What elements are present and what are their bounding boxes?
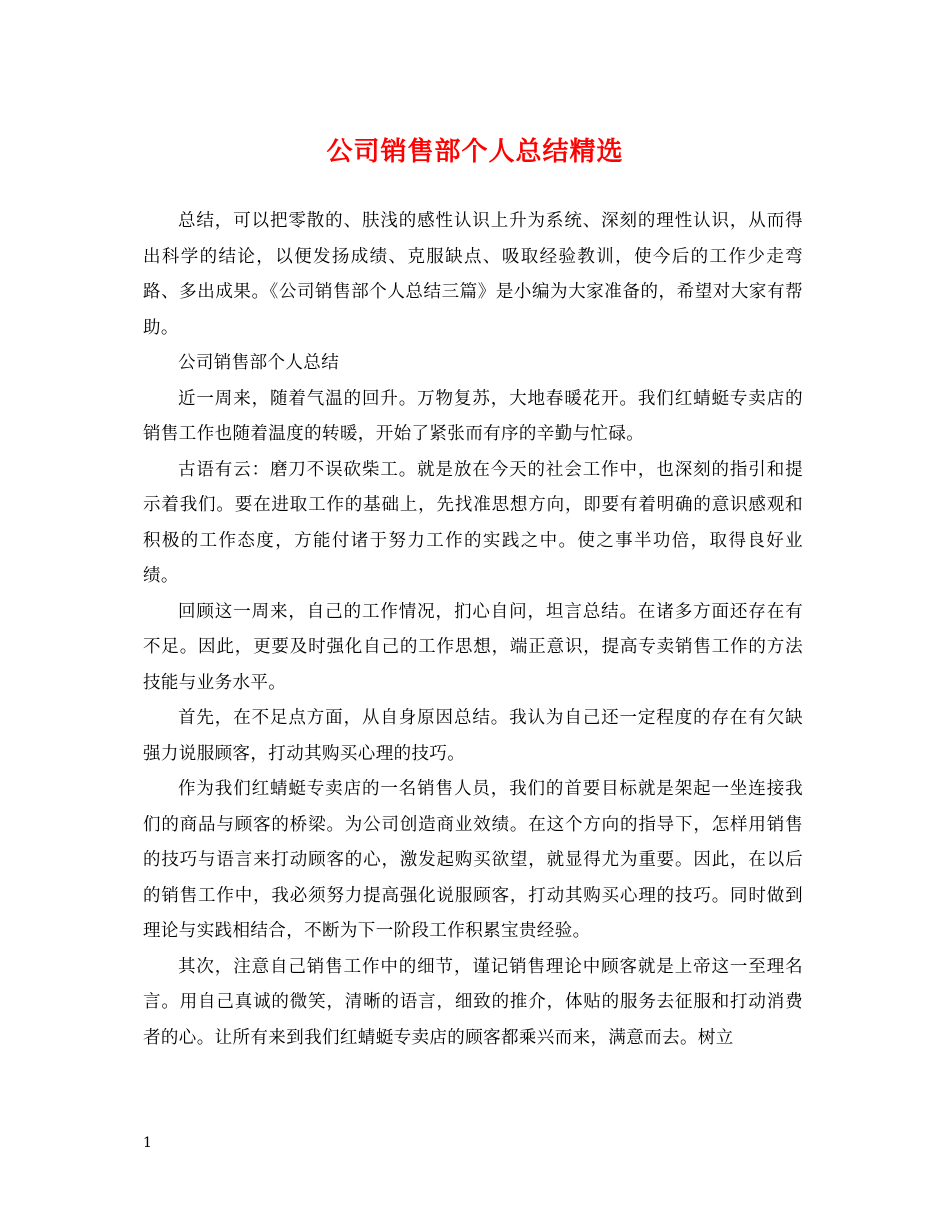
document-title: 公司销售部个人总结精选 bbox=[326, 137, 624, 167]
paragraph: 古语有云：磨刀不误砍柴工。就是放在今天的社会工作中，也深刻的指引和提示着我们。要在进取工作的基础上，先找准思想方向，即要有着明确的意识感观和积极的工作态度，方能付诸于努力工作的实践之中。使之事半功倍，取得良好业绩。 bbox=[143, 459, 803, 586]
section-heading: 公司销售部个人总结 bbox=[178, 353, 340, 373]
page-number: 1 bbox=[143, 1135, 152, 1151]
paragraph-intro: 总结，可以把零散的、肤浅的感性认识上升为系统、深刻的理性认识，从而得出科学的结论，以便发扬成绩、克服缺点、吸取经验教训，使今后的工作少走弯路、多出成果。《公司销售部个人总结三篇》是小编为大家准备的，希望对大家有帮助。 bbox=[143, 211, 803, 338]
paragraph: 近一周来，随着气温的回升。万物复苏，大地春暖花开。我们红蜻蜓专卖店的销售工作也随着温度的转暖，开始了紧张而有序的辛勤与忙碌。 bbox=[143, 388, 803, 444]
document-body bbox=[143, 204, 803, 1056]
paragraph: 首先，在不足点方面，从自身原因总结。我认为自己还一定程度的存在有欠缺强力说服顾客，打动其购买心理的技巧。 bbox=[143, 708, 803, 764]
paragraph: 回顾这一周来，自己的工作情况，扪心自问，坦言总结。在诸多方面还存在有不足。因此，更要及时强化自己的工作思想，端正意识，提高专卖销售工作的方法技能与业务水平。 bbox=[143, 601, 803, 693]
paragraph: 作为我们红蜻蜓专卖店的一名销售人员，我们的首要目标就是架起一坐连接我们的商品与顾客的桥梁。为公司创造商业效绩。在这个方向的指导下，怎样用销售的技巧与语言来打动顾客的心，激发起购买欲望，就显得尤为重要。因此，在以后的销售工作中，我必须努力提高强化说服顾客，打动其购买心理的技巧。同时做到理论与实践相结合，不断为下一阶段工作积累宝贵经验。 bbox=[143, 779, 803, 941]
paragraph: 其次，注意自己销售工作中的细节，谨记销售理论中顾客就是上帝这一至理名言。用自己真诚的微笑，清晰的语言，细致的推介，体贴的服务去征服和打动消费者的心。让所有来到我们红蜻蜓专卖店的顾客都乘兴而来，满意而去。树立 bbox=[143, 956, 803, 1048]
